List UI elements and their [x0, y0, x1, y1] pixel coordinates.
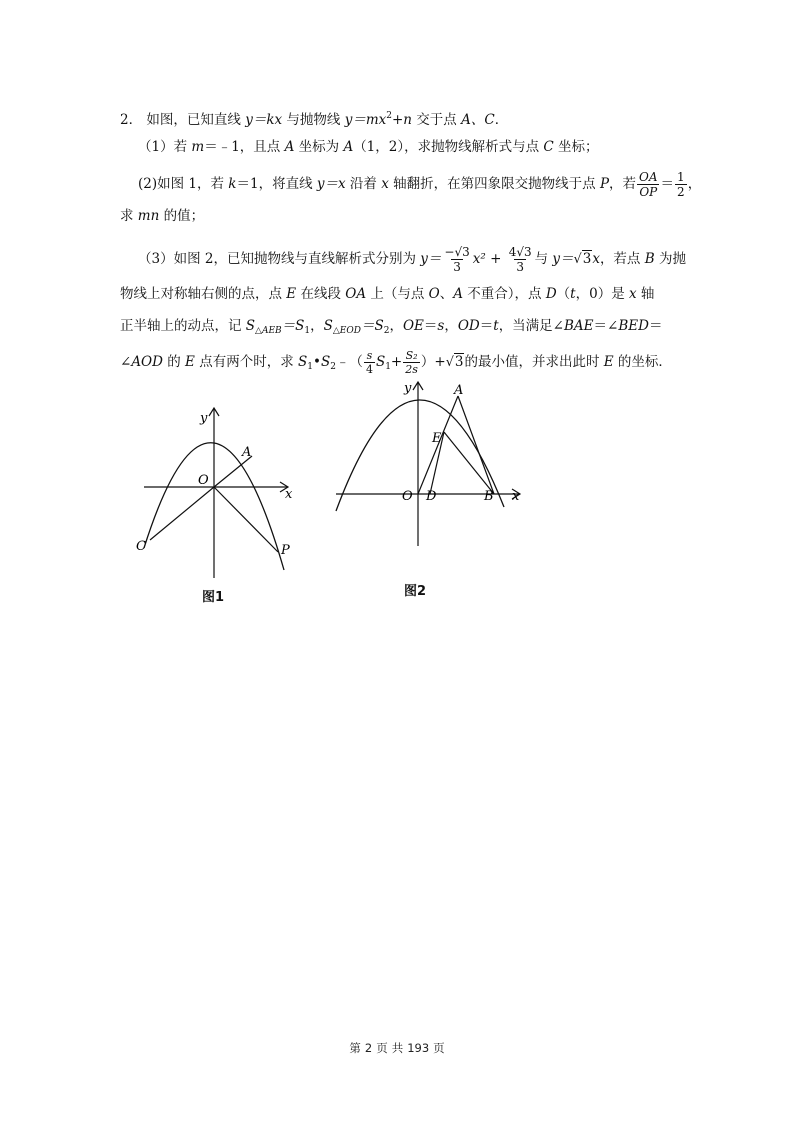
text: ） [420, 354, 435, 370]
label-b: B [484, 489, 494, 504]
variable: D [545, 286, 557, 302]
segment-ab [458, 396, 494, 494]
equation: y＝ [420, 251, 442, 267]
numerator: 4√3 [508, 245, 532, 259]
segment-eb [444, 432, 494, 494]
text: ． [494, 112, 509, 128]
text: 不重合），点 [463, 286, 546, 302]
part3-line2 [120, 284, 654, 304]
fraction-one-half [675, 171, 687, 198]
text: 与抛物线 [282, 112, 345, 128]
text: ， [389, 318, 403, 334]
figure-1 [130, 400, 300, 580]
equals-sign: ＝ [648, 318, 663, 334]
denominator: 2s [405, 363, 418, 376]
variable: E [286, 286, 297, 302]
variable: A [284, 139, 295, 155]
variable: OE [402, 318, 424, 334]
variable: AOD [131, 354, 163, 370]
equation: y＝x [316, 176, 346, 192]
variable: x [629, 286, 637, 302]
text: ∠ [120, 354, 132, 370]
label-a: A [454, 383, 464, 398]
numerator: −√3 [444, 245, 470, 259]
variable: S [320, 354, 331, 370]
radicand: 3 [582, 251, 592, 267]
plus-sign: + [434, 354, 446, 370]
part3-line1 [138, 244, 686, 275]
text: ，0）是 [575, 286, 629, 302]
exponent: 2 [386, 111, 392, 121]
text: 与 [534, 251, 553, 267]
text: 正半轴上的动点，记 [120, 318, 246, 334]
fraction-4root3-over-3 [507, 246, 534, 273]
text: 求 [120, 208, 138, 224]
text: （3）如图 2，已知抛物线与直线解析式分别为 [138, 251, 421, 267]
label-p: P [281, 543, 290, 558]
multiply-dot: • [312, 354, 321, 370]
text: 坐标为 [294, 139, 344, 155]
radicand: 3 [454, 354, 464, 370]
subscript: 2 [383, 326, 390, 336]
denominator: 4 [365, 363, 373, 376]
variable: A [453, 286, 463, 302]
denominator: 3 [453, 260, 461, 274]
label-o: O [402, 489, 413, 504]
variable: A [343, 139, 354, 155]
variable: O [428, 286, 440, 302]
numerator: OA [639, 170, 658, 184]
variable: t [493, 318, 499, 334]
figure-1-caption: 图1 [202, 590, 225, 605]
text: 如图，已知直线 [146, 112, 246, 128]
equation: +n [391, 112, 412, 128]
text: ，当满足∠ [498, 318, 564, 334]
text: 交于点 [412, 112, 462, 128]
text: ﹣（ [335, 354, 363, 370]
text: ，若 [609, 176, 637, 192]
text: （1）若 [138, 139, 192, 155]
variable: x² [472, 251, 486, 267]
equals-sign: ＝ [660, 176, 675, 192]
variable: B [644, 251, 655, 267]
problem-number: 2． [120, 112, 143, 128]
variable: E [603, 354, 614, 370]
variable: x [592, 251, 600, 267]
footer-prefix: 第 [349, 1041, 361, 1055]
segment-oc [150, 487, 214, 540]
subscript: △EOD [332, 326, 361, 336]
text: (2)如图 1，若 [138, 176, 229, 192]
variable: S [245, 318, 256, 334]
variable: S [323, 318, 333, 334]
fraction-s2-over-2s [403, 350, 420, 375]
denominator: OP [639, 185, 658, 199]
text: 的最小值，并求出此时 [464, 354, 604, 370]
label-o: O [198, 473, 209, 488]
text: ， [310, 318, 324, 334]
figure-2-caption: 图2 [404, 584, 427, 599]
variable: P [599, 176, 610, 192]
text: 为抛 [654, 251, 686, 267]
equation: ＝S [281, 318, 305, 334]
label-x: x [512, 489, 520, 504]
variable: BAE [564, 318, 594, 334]
current-page-number: 2 [364, 1041, 373, 1055]
variable: C [543, 139, 554, 155]
figure-2 [332, 374, 532, 554]
variable: k [228, 176, 237, 192]
footer-suffix: 页 [433, 1041, 445, 1055]
equation: y＝mx [344, 112, 387, 128]
square-root: √3 [445, 354, 464, 370]
fraction-oa-op [637, 171, 660, 198]
text: ， [444, 318, 458, 334]
text: 上（与点 [366, 286, 429, 302]
square-root: √3 [573, 251, 592, 267]
label-a: A [242, 445, 252, 460]
numerator: s [366, 349, 373, 362]
text: 轴翻折，在第四象限交抛物线于点 [388, 176, 600, 192]
text: 的值； [159, 208, 205, 224]
text: 、 [439, 286, 454, 302]
plus-sign: + [390, 354, 403, 370]
denominator: 2 [677, 185, 685, 199]
variable: S [298, 354, 308, 370]
problem-intro-line [120, 106, 508, 130]
variable: OD [457, 318, 480, 334]
text: 的坐标． [613, 354, 672, 370]
footer-text: 共 [391, 1041, 404, 1055]
part1-line [138, 137, 599, 157]
figure-1-diagram [130, 400, 300, 580]
variable: s [437, 318, 445, 334]
point-names: A、C [461, 112, 495, 128]
variable: S [375, 354, 386, 370]
figure-2-diagram [332, 374, 532, 554]
page-footer [0, 1040, 794, 1056]
text: 轴 [636, 286, 655, 302]
equals-sign: ＝ [423, 318, 438, 334]
label-d: D [426, 489, 437, 504]
variable: OA [345, 286, 367, 302]
text: 坐标； [553, 139, 599, 155]
text: ＝∠ [593, 318, 619, 334]
label-e: E [432, 431, 442, 446]
variable: E [185, 354, 195, 370]
text: ， [687, 176, 702, 192]
equation: y＝kx [245, 112, 283, 128]
total-page-count: 193 [407, 1041, 430, 1055]
part3-line3 [120, 316, 662, 341]
subscript: 1 [304, 326, 311, 336]
equation: y＝ [552, 251, 574, 267]
part2-line [138, 170, 701, 198]
text: （ [556, 286, 571, 302]
text: 的 [162, 354, 186, 370]
numerator: 1 [677, 170, 685, 184]
subscript: 1 [307, 362, 313, 372]
text: 物线上对称轴右侧的点，点 [120, 286, 287, 302]
footer-text: 页 [376, 1041, 388, 1055]
variable: m [191, 139, 205, 155]
equals-sign: ＝ [479, 318, 494, 334]
label-y: y [404, 381, 412, 396]
text: 沿着 [345, 176, 382, 192]
subscript: 1 [385, 362, 391, 372]
subscript: △AEB [255, 326, 282, 336]
text: 在线段 [296, 286, 346, 302]
text: ＝﹣1，且点 [204, 139, 285, 155]
segment-oa [214, 456, 252, 487]
label-y: y [200, 411, 208, 426]
part2-line2 [120, 206, 204, 226]
variable: x [381, 176, 389, 192]
plus-sign: + [485, 251, 506, 267]
variable: BED [618, 318, 649, 334]
variable: t [570, 286, 576, 302]
fraction-s-over-4 [364, 350, 375, 375]
equation: ＝S [360, 318, 384, 334]
fraction-neg-root3-over-3 [442, 246, 471, 273]
segment-op [214, 487, 278, 552]
label-c: C [136, 539, 146, 554]
text: （1，2），求抛物线解析式与点 [353, 139, 544, 155]
numerator: S₂ [405, 349, 418, 362]
variable: mn [137, 208, 160, 224]
denominator: 3 [516, 260, 524, 274]
text: ，若点 [599, 251, 645, 267]
text: 点有两个时，求 [194, 354, 298, 370]
text: ＝1，将直线 [236, 176, 317, 192]
subscript: 2 [330, 362, 336, 372]
label-x: x [285, 487, 293, 502]
